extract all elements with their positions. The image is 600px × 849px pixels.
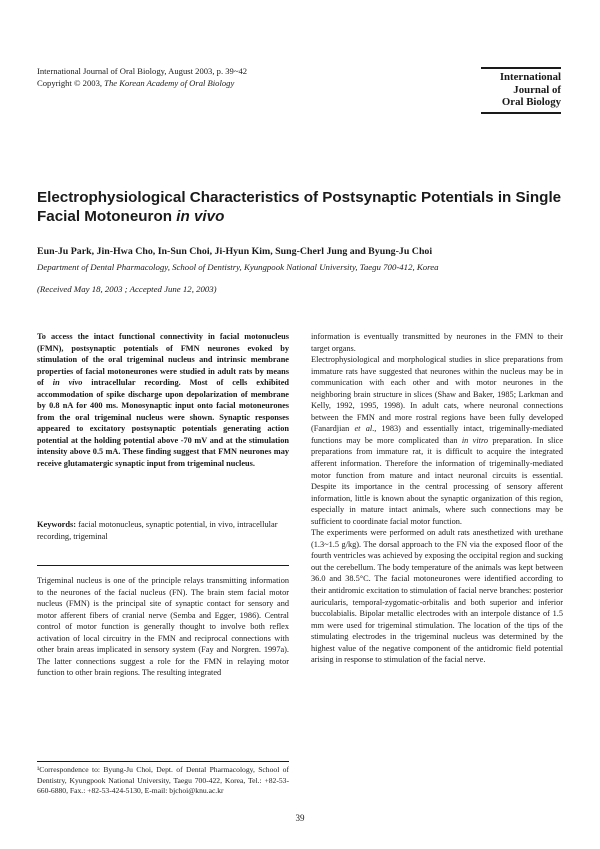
intro-paragraph: Trigeminal nucleus is one of the principle relays transmitting information to the neurones of the facial nucleus (FN). The brain stem facial motor nucleus (FMN) is the principal site of synaptic contact for sensory and motor afferent fibers of cranial nerve (Semba and Egger, 1986). Central control of motor function is generally thought to involve both reflex activation of local circuitry in the FMN and reciprocal connections with other brain areas implicated in sensory system (Fay and Norgren. 1997a). The latter connections suggest a role for the FMN in relaying motor function to other brain regions. The resulting integrated xyxy=(37,576,289,678)
title-main: Electrophysiological Characteristics of Postsynaptic Potentials in Single Facial Motoneuron xyxy=(37,189,562,225)
brand-line-3: Oral Biology xyxy=(501,96,561,109)
page-number: 39 xyxy=(295,813,305,823)
footnote-divider xyxy=(37,761,289,762)
brand-line-1: International xyxy=(499,71,561,83)
journal-info: International Journal of Oral Biology, August 2003, p. 39~42 xyxy=(37,66,248,76)
right-p2-part-b: ., 1983) and essentially intact, trigeminally-mediated functions may be more complicated than xyxy=(311,424,564,445)
right-paragraph-1: information is eventually transmitted by neurones in the FMN to their target organs. xyxy=(311,332,563,353)
right-p2-etal: et al xyxy=(354,424,373,434)
author-list: Eun-Ju Park, Jin-Hwa Cho, In-Sun Choi, Ji-Hyun Kim, Sung-Cherl Jung and Byung-Ju Choi xyxy=(37,246,433,257)
abstract xyxy=(37,331,289,470)
copyright-prefix: Copyright © 2003, xyxy=(37,77,103,88)
right-paragraph-2 xyxy=(311,354,563,527)
right-paragraph-3: The experiments were performed on adult rats anesthetized with urethane (1.3~1.5 g/kg). The dorsal approach to the FN via the exposed floor of the fourth ventricles was achieved by exposing the occipital region and sucking out the cerebellum. The body temperature of the animals was kept between 36.0 and 38.5°C. The facial motoneurones were identified according to their antidromic excitation to stimulation of facial nerve branches: posterior auricularis, temporal-zygomatic-orbitalis and both superior and inferior buccolabialis. Bipolar metallic electrodes with an interpole distance of 1.5 mm were used for trigeminal stimulation. The location of the tips of the stimulating electrodes in the trigeminal nucleus was determined by the highest value of the negative component of the antidromic field potential arising in response to stimulation of the facial nerve. xyxy=(311,528,563,665)
brand-line-2: Journal of xyxy=(513,83,561,96)
abstract-italic: in vivo xyxy=(52,378,83,388)
copyright-line xyxy=(37,78,397,90)
abstract-part-2: intracellular recording. Most of cells exhibited accommodation of spike discharge upon depolarization of membrane by 0.8 nA for 400 ms. Monosynaptic input onto facial motoneurones from the oral trigeminal nucleus were shown. Synaptic responses appeared to excitatory postsynaptic potentials generating action potential at the holding potential above -70 mV and at the stimulation intensity above 0.5 mA. These finding suggest that FMN neurones may receive glutamatergic synaptic input from trigeminal nucleus. xyxy=(37,378,290,469)
article-title xyxy=(37,189,567,226)
right-p2-part-a: Electrophysiological and morphological studies in slice preparations from immature rats have suggested that neurones within the nucleus may be in communication with each other and with motor neurones in the neighboring brain structure in slices (Shaw and Baker, 1985; Larkman and Kelly, 1992, 1995, 1998). In adult cats, where neuronal connections between the FMN and more rostral regions have been fully developed (Fanardjian xyxy=(311,355,563,434)
abstract-part-1: To access the intact functional connectivity in facial motonucleus (FMN), postsynaptic potentials of FMN neurones evoked by stimulation of the oral trigeminal nucleus and intrinsic membrane properties of facial motoneurones were studied in adult rats by means of xyxy=(37,332,289,388)
introduction-left-column xyxy=(37,575,289,679)
section-divider xyxy=(37,565,289,566)
received-dates: (Received May 18, 2003 ; Accepted June 12, 2003) xyxy=(37,284,217,294)
right-p2-part-c: preparation. In slice preparations from immature rat, it is difficult to acquire the integrated afferent information. Therefore the information of trigeminally-mediated motor function from mature and intact neuronal circuits is essential. Despite its importance in the central processing of sensory afferent information, little is known about the synaptic organization of this region, especially in mature intact animals, where such connections may be sufficient to coordinate facial motor function. xyxy=(311,435,564,526)
keywords-label: Keywords: xyxy=(37,520,77,529)
correspondence-footnote: ¹Correspondence to: Byung-Ju Choi, Dept. of Dental Pharmacology, School of Dentistry, Kyungpook National University, Taegu 700-422, Korea, Tel.: +82-53-660-6880, Fax.: +82-53-424-5130, E-mail: bjchoi@knu.ac.kr xyxy=(37,765,289,796)
keywords xyxy=(37,519,289,542)
keywords-text: facial motonucleus, synaptic potential, in vivo, intracellular recording, trigeminal xyxy=(37,520,278,541)
introduction-right-column xyxy=(311,331,563,666)
journal-brand-box xyxy=(481,67,561,114)
right-p2-invitro: in vitro xyxy=(461,435,489,445)
title-italic: in vivo xyxy=(176,207,225,225)
copyright-org: The Korean Academy of Oral Biology xyxy=(104,77,235,88)
author-affiliation: Department of Dental Pharmacology, School of Dentistry, Kyungpook National University, Taegu 700-412, Korea xyxy=(37,262,439,272)
journal-citation xyxy=(37,66,397,89)
